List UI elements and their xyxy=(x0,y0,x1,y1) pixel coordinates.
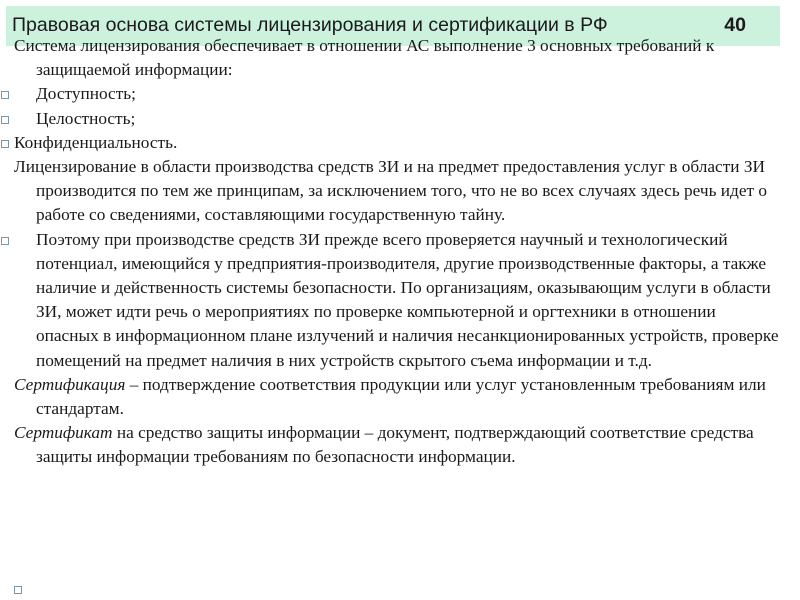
slide-number: 40 xyxy=(724,14,746,36)
intro-paragraph: Система лицензирования обеспечивает в отношении АС выполнение 3 основных требований к защищаемой информации: xyxy=(14,36,715,80)
bullet-text: Конфиденциальность. xyxy=(14,132,178,152)
bullet-text: Целостность; xyxy=(36,108,136,128)
production-text: Поэтому при производстве средств ЗИ прежде всего проверяется научный и технологический потенциал, имеющийся у предприятия-производителя, другие производственные факторы, а также наличие и действенность системы безопасности. По организациям, оказывающим услуги в области ЗИ, может идти речь о мероприятиях по проверке компьютерной и оргтехники в отношении опасных в информационном плане излучений и наличия несанкционированных устройств, проверке помещений на предмет наличия в них устройств скрытого съема информации и т.д. xyxy=(36,229,779,370)
square-bullet-icon xyxy=(1,140,9,148)
licensing-paragraph: Лицензирование в области производства средств ЗИ и на предмет предоставления услуг в области ЗИ производится по тем же принципам, за исключением того, что не во всех случаях здесь речь идет о работе со сведениями, составляющими государственную тайну. xyxy=(14,157,768,225)
certificate-term: Сертификат xyxy=(14,423,113,443)
square-bullet-icon xyxy=(1,116,9,124)
bullet-text: Доступность; xyxy=(36,84,136,104)
certification-paragraph xyxy=(14,373,780,421)
certificate-paragraph xyxy=(14,421,780,469)
certification-definition: – подтверждение соответствия продукции или услуг установленным требованиям или стандартам. xyxy=(36,374,766,419)
bullet-item-integrity xyxy=(14,107,780,131)
empty-bullet-icon xyxy=(14,586,22,594)
bullet-item-availability xyxy=(14,82,780,106)
slide-body xyxy=(14,34,780,470)
square-bullet-icon xyxy=(1,237,9,245)
slide-title: Правовая основа системы лицензирования и сертификации в РФ xyxy=(12,14,608,36)
certification-term: Сертификация xyxy=(14,374,126,394)
square-bullet-icon xyxy=(1,91,9,99)
bullet-item-confidentiality xyxy=(14,131,780,155)
production-paragraph xyxy=(14,228,780,373)
certificate-definition: на средство защиты информации – документ, подтверждающий соответствие средства защиты информации требованиям по безопасности информации. xyxy=(36,423,754,467)
